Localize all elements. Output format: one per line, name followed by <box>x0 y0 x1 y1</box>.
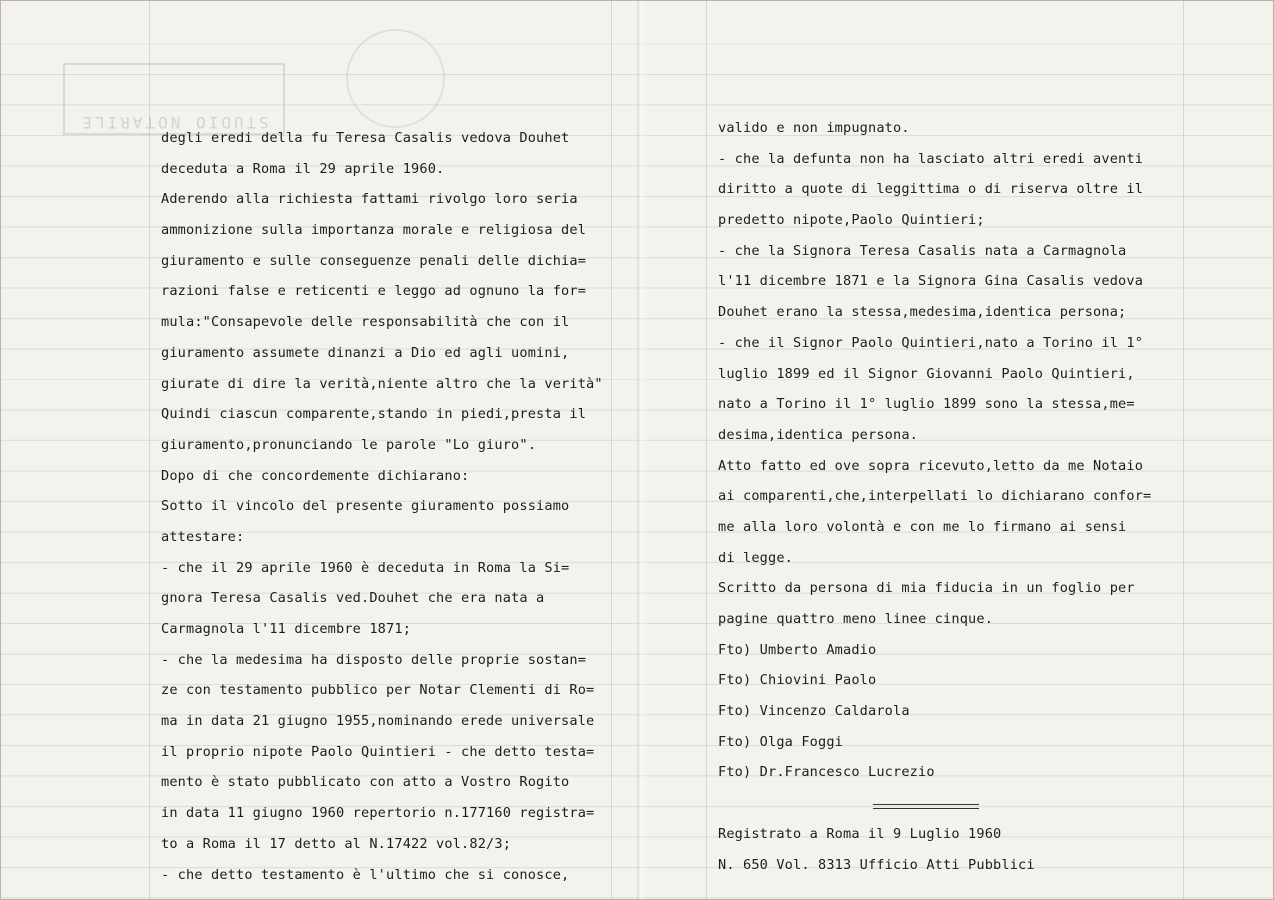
text-line: gnora Teresa Casalis ved.Douhet che era nata a <box>161 590 545 607</box>
text-line: giurate di dire la verità,niente altro che la verità" <box>161 375 603 392</box>
text-line: Scritto da persona di mia fiducia in un foglio per <box>718 580 1135 597</box>
text-line: Aderendo alla richiesta fattami rivolgo loro seria <box>161 191 578 208</box>
text-line: mento è stato pubblicato con atto a Vostro Rogito <box>161 774 570 791</box>
text-line: - che il 29 aprile 1960 è deceduta in Roma la Si= <box>161 559 570 576</box>
text-line: l'11 dicembre 1871 e la Signora Gina Casalis vedova <box>718 273 1144 290</box>
text-line: - che detto testamento è l'ultimo che si conosce, <box>161 866 570 883</box>
text-line: Douhet erano la stessa,medesima,identica persona; <box>718 304 1127 321</box>
text-line: diritto a quote di leggittima o di riserva oltre il <box>718 181 1144 198</box>
text-line: deceduta a Roma il 29 aprile 1960. <box>161 160 445 177</box>
text-line: mula:"Consapevole delle responsabilità che con il <box>161 314 570 331</box>
notary-seal <box>346 29 445 128</box>
margin-line-left <box>149 1 150 900</box>
text-line: razioni false e reticenti e leggo ad ognuno la for= <box>161 283 587 300</box>
right-page-text <box>718 113 1158 880</box>
text-line: valido e non impugnato. <box>718 120 910 136</box>
text-line: di legge. <box>718 549 794 566</box>
text-line: Sotto il vincolo del presente giuramento possiamo <box>161 498 570 515</box>
margin-line-center-right <box>706 1 707 900</box>
text-line: ai comparenti,che,interpellati lo dichiarano confor= <box>718 488 1152 505</box>
text-line: giuramento assumete dinanzi a Dio ed agli uomini, <box>161 344 570 361</box>
text-line: Registrato a Roma il 9 Luglio 1960 <box>718 825 1002 842</box>
text-line: Atto fatto ed ove sopra ricevuto,letto da me Notaio <box>718 457 1144 474</box>
text-line: ma in data 21 giugno 1955,nominando erede universale <box>161 713 595 730</box>
text-line: to a Roma il 17 detto al N.17422 vol.82/3; <box>161 835 512 852</box>
text-line: predetto nipote,Paolo Quintieri; <box>718 212 985 229</box>
text-line: Dopo di che concordemente dichiarano: <box>161 467 470 484</box>
text-line: N. 650 Vol. 8313 Ufficio Atti Pubblici <box>718 856 1035 873</box>
text-line: me alla loro volontà e con me lo firmano ai sensi <box>718 518 1127 535</box>
text-line: Quindi ciascun comparente,stando in piedi,presta il <box>161 406 587 423</box>
margin-line-center-left <box>611 1 612 900</box>
text-line: in data 11 giugno 1960 repertorio n.177160 registra= <box>161 805 595 822</box>
text-line: ammonizione sulla importanza morale e religiosa del <box>161 222 587 239</box>
text-line: attestare: <box>161 528 245 545</box>
text-line: giuramento e sulle conseguenze penali delle dichia= <box>161 252 587 269</box>
margin-line-right <box>1183 1 1184 900</box>
double-rule-separator <box>873 804 979 809</box>
text-line: - che la medesima ha disposto delle proprie sostan= <box>161 651 587 668</box>
text-line: Fto) Olga Foggi <box>718 733 844 750</box>
text-line: ze con testamento pubblico per Notar Clementi di Ro= <box>161 682 595 699</box>
text-line: desima,identica persona. <box>718 426 919 443</box>
text-line: degli eredi della fu Teresa Casalis vedova Douhet <box>161 130 570 146</box>
text-line: nato a Torino il 1° luglio 1899 sono la stessa,me= <box>718 396 1135 413</box>
text-line: - che la defunta non ha lasciato altri eredi aventi <box>718 150 1144 167</box>
notary-stamp-text: STUDIO NOTARILE <box>79 113 269 132</box>
text-line: Fto) Chiovini Paolo <box>718 672 877 689</box>
text-line: Fto) Dr.Francesco Lucrezio <box>718 764 935 781</box>
text-line: Fto) Vincenzo Caldarola <box>718 703 910 720</box>
text-line: - che il Signor Paolo Quintieri,nato a Torino il 1° <box>718 334 1144 351</box>
text-line: giuramento,pronunciando le parole "Lo giuro". <box>161 436 537 453</box>
text-line: il proprio nipote Paolo Quintieri - che detto testa= <box>161 743 595 760</box>
text-line: luglio 1899 ed il Signor Giovanni Paolo Quintieri, <box>718 365 1135 382</box>
text-line: Carmagnola l'11 dicembre 1871; <box>161 621 412 637</box>
text-line: - che la Signora Teresa Casalis nata a Carmagnola <box>718 242 1127 259</box>
text-line: pagine quattro meno linee cinque. <box>718 611 994 627</box>
left-page-text <box>161 123 601 890</box>
text-line: Fto) Umberto Amadio <box>718 641 877 658</box>
